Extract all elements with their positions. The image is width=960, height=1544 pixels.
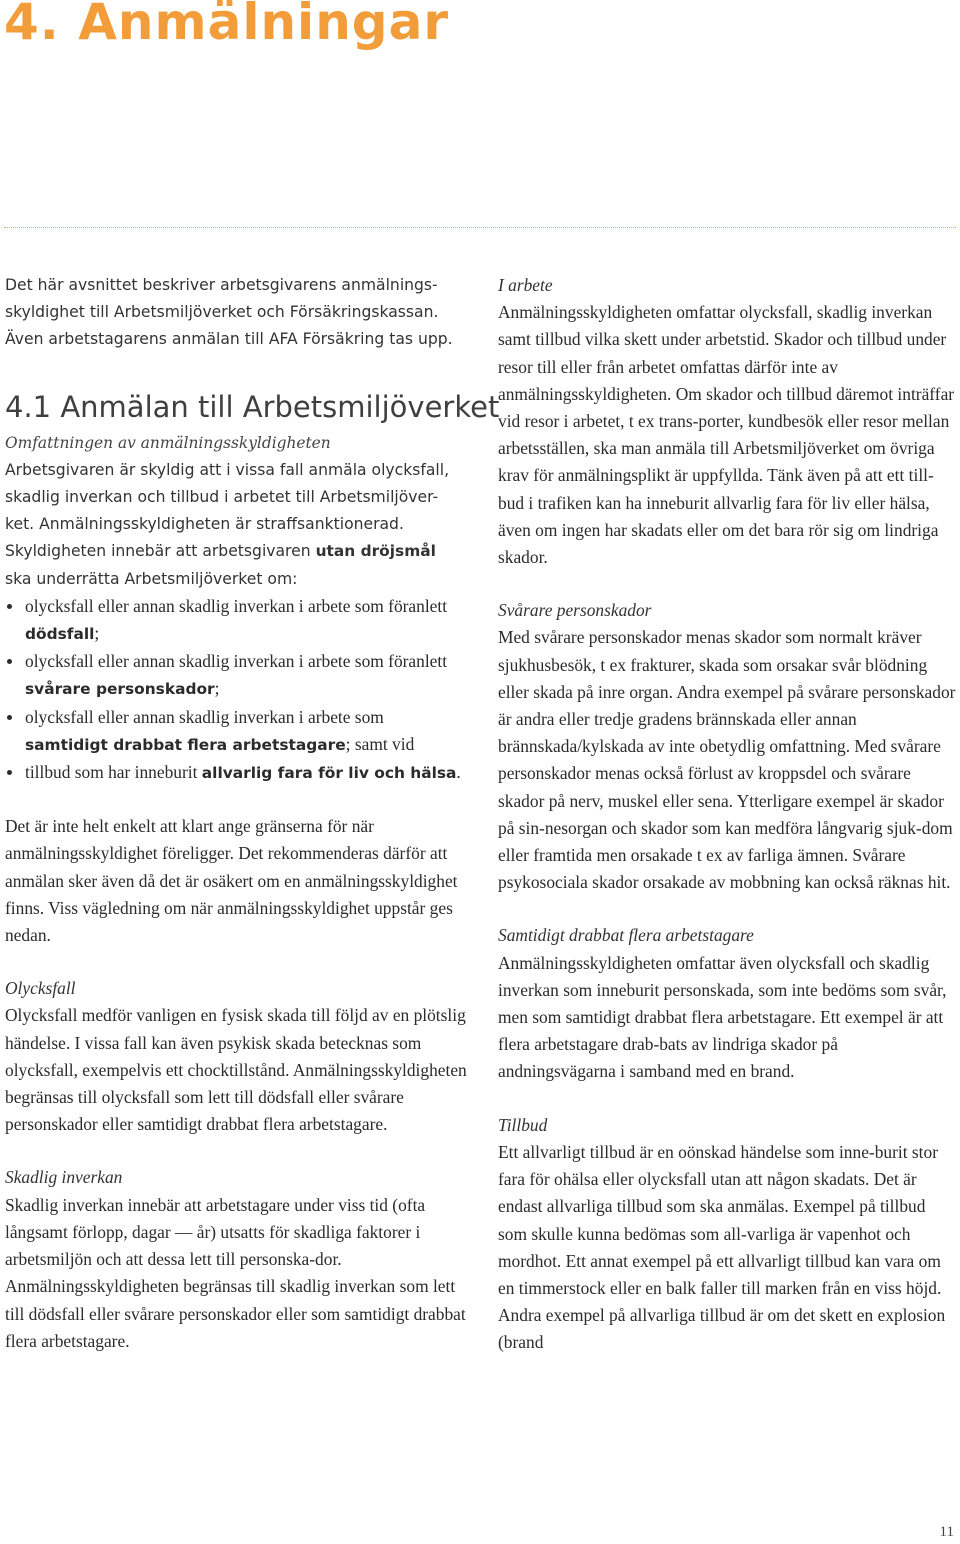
bullet-suffix: . [456, 762, 461, 783]
bullet-bold: allvarlig fara för liv och hälsa [201, 764, 457, 783]
bullet-text: olycksfall eller annan skadlig inverkan i arbete som föranlett [25, 651, 448, 672]
divider [4, 227, 956, 228]
bullet-text: olycksfall eller annan skadlig inverkan i arbete som [25, 706, 384, 727]
bullet-suffix: ; [214, 678, 220, 699]
intro-paragraph: Det här avsnittet beskriver arbetsgivarens anmälnings-skyldighet till Arbetsmiljöverket och Försäkringskassan. Även arbetstagarens anmälan till AFA Försäkring tas upp. [5, 276, 453, 349]
list-item [5, 593, 467, 648]
list-item [5, 648, 467, 703]
subheading-accident: Olycksfall [5, 978, 76, 999]
subheading-scope: Omfattningen av anmälningsskyldigheten [5, 433, 331, 452]
accident-paragraph: Olycksfall medför vanligen en fysisk skada till följd av en plötslig händelse. I vissa fall kan även psykisk skada betecknas som olycksfall, exempelvis ett chocktillstånd. Anmälningsskyldigheten begränsas till olycksfall som lett till dödsfall eller svårare personskador eller samtidigt drabbat flera arbetstagare. [5, 1005, 467, 1135]
duty-intro-bold: utan dröjsmål [315, 542, 436, 561]
duty-intro-1: Skyldigheten innebär att arbetsgivaren [5, 542, 316, 561]
subheading-harmful: Skadlig inverkan [5, 1167, 123, 1188]
page-number: 11 [939, 1524, 954, 1540]
subheading-work: I arbete [498, 275, 553, 295]
bullet-suffix: ; [94, 623, 100, 644]
subheading-serious: Svårare personskador [498, 600, 652, 621]
scope-paragraph [5, 457, 467, 593]
bullet-suffix: ; samt vid [345, 733, 415, 754]
subheading-multiple: Samtidigt drabbat flera arbetstagare [498, 925, 754, 946]
list-item [5, 759, 467, 787]
list-item [5, 704, 467, 759]
subheading-incident: Tillbud [498, 1114, 548, 1135]
harmful-paragraph: Skadlig inverkan innebär att arbetstagare under viss tid (ofta långsamt förlopp, dagar — år) utsatts för skadliga faktorer i arbetsmiljön och att dessa lett till personska-dor. Anmälningsskyldigheten begränsas till skadlig inverkan som lett till dödsfall eller svårare personskador eller som samtidigt drabbat flera arbetstagare. [5, 1194, 466, 1351]
multiple-paragraph: Anmälningsskyldigheten omfattar även olycksfall och skadlig inverkan som inneburit personskada, som inte bedöms som svår, men som samtidigt drabbat flera arbetstagare. Ett exempel är att flera arbetstagare drab-bats av lindriga skador på andningsvägarna i samband med en brand. [498, 952, 947, 1082]
left-column [5, 272, 500, 1355]
limits-paragraph: Det är inte helt enkelt att klart ange gränserna för när anmälningsskyldighet föreligger. Det rekommenderas därför att anmälan sker även då det är osäkert om en anmälningsskyldighet finns. Viss vägledning om när anmälningsskyldighet uppstår ges nedan. [5, 816, 458, 946]
section-title: 4.1 Anmälan till Arbetsmiljöverket [5, 389, 500, 424]
work-paragraph: Anmälningsskyldigheten omfattar olycksfall, skadlig inverkan samt tillbud vilka skett under arbetstid. Skador och tillbud under resor till eller från arbetet omfattas därför inte av anmälningsskyldigheten. Om skador och tillbud däremot inträffar vid resor i arbetet, t ex trans-porter, kundbesök eller resor mellan arbetsställen, ska man anmäla till Arbetsmiljöverket om övriga krav för anmälningsplikt är uppfyllda. Tänk även på att ett till-bud i trafiken kan ha inneburit allvarlig fara för liv eller hälsa, även om ingen har skadats eller om det bara rör sig om lindriga skador. [498, 302, 955, 568]
bullet-bold: svårare personskador [25, 680, 215, 699]
chapter-title: 4. Anmälningar [4, 0, 449, 51]
bullet-text: olycksfall eller annan skadlig inverkan i arbete som föranlett [25, 595, 448, 616]
bullet-bold: dödsfall [25, 625, 95, 644]
bullet-text: tillbud som har inneburit [25, 762, 202, 783]
right-column [498, 272, 956, 1357]
duty-intro-2: ska underrätta Arbetsmiljöverket om: [5, 569, 298, 588]
incident-paragraph: Ett allvarligt tillbud är en oönskad händelse som inne-burit stor fara för ohälsa eller olycksfall utan att någon skadats. Det är endast allvarliga tillbud som ska anmälas. Exempel på tillbud som skulle kunna bedömas som all-varliga är vapenhot och mordhot. Ett annat exempel på ett allvarligt tillbud kan vara om en timmerstock eller en balk faller till marken från en viss höjd. Andra exempel på allvarliga tillbud är om det skett en explosion (brand [498, 1141, 946, 1353]
bullet-bold: samtidigt drabbat flera arbetstagare [25, 735, 346, 754]
duty-bullet-list [5, 593, 467, 787]
serious-paragraph: Med svårare personskador menas skador som normalt kräver sjukhusbesök, t ex frakturer, skada som orsakar svår blödning eller skada på inre organ. Andra exempel på svårare personskador är andra eller tredje gradens brännskada eller annan brännskada/kylskada av inte obetydlig omfattning. Med svårare personskador menas också förlust av kroppsdel och svårare skador på nerv, muskel eller sena. Ytterligare exempel är skador på sin-nesorgan och skador som kan medföra långvarig sjuk-dom eller framtida men orsakade t ex av farliga ämnen. Svårare psykosociala skador orsakade av mobbning kan också räknas hit. [498, 627, 956, 893]
scope-text: Arbetsgivaren är skyldig att i vissa fall anmäla olycksfall, skadlig inverkan och tillbud i arbetet till Arbetsmiljöver-ket. Anmälningsskyldigheten är straffsanktionerad. [5, 460, 450, 534]
